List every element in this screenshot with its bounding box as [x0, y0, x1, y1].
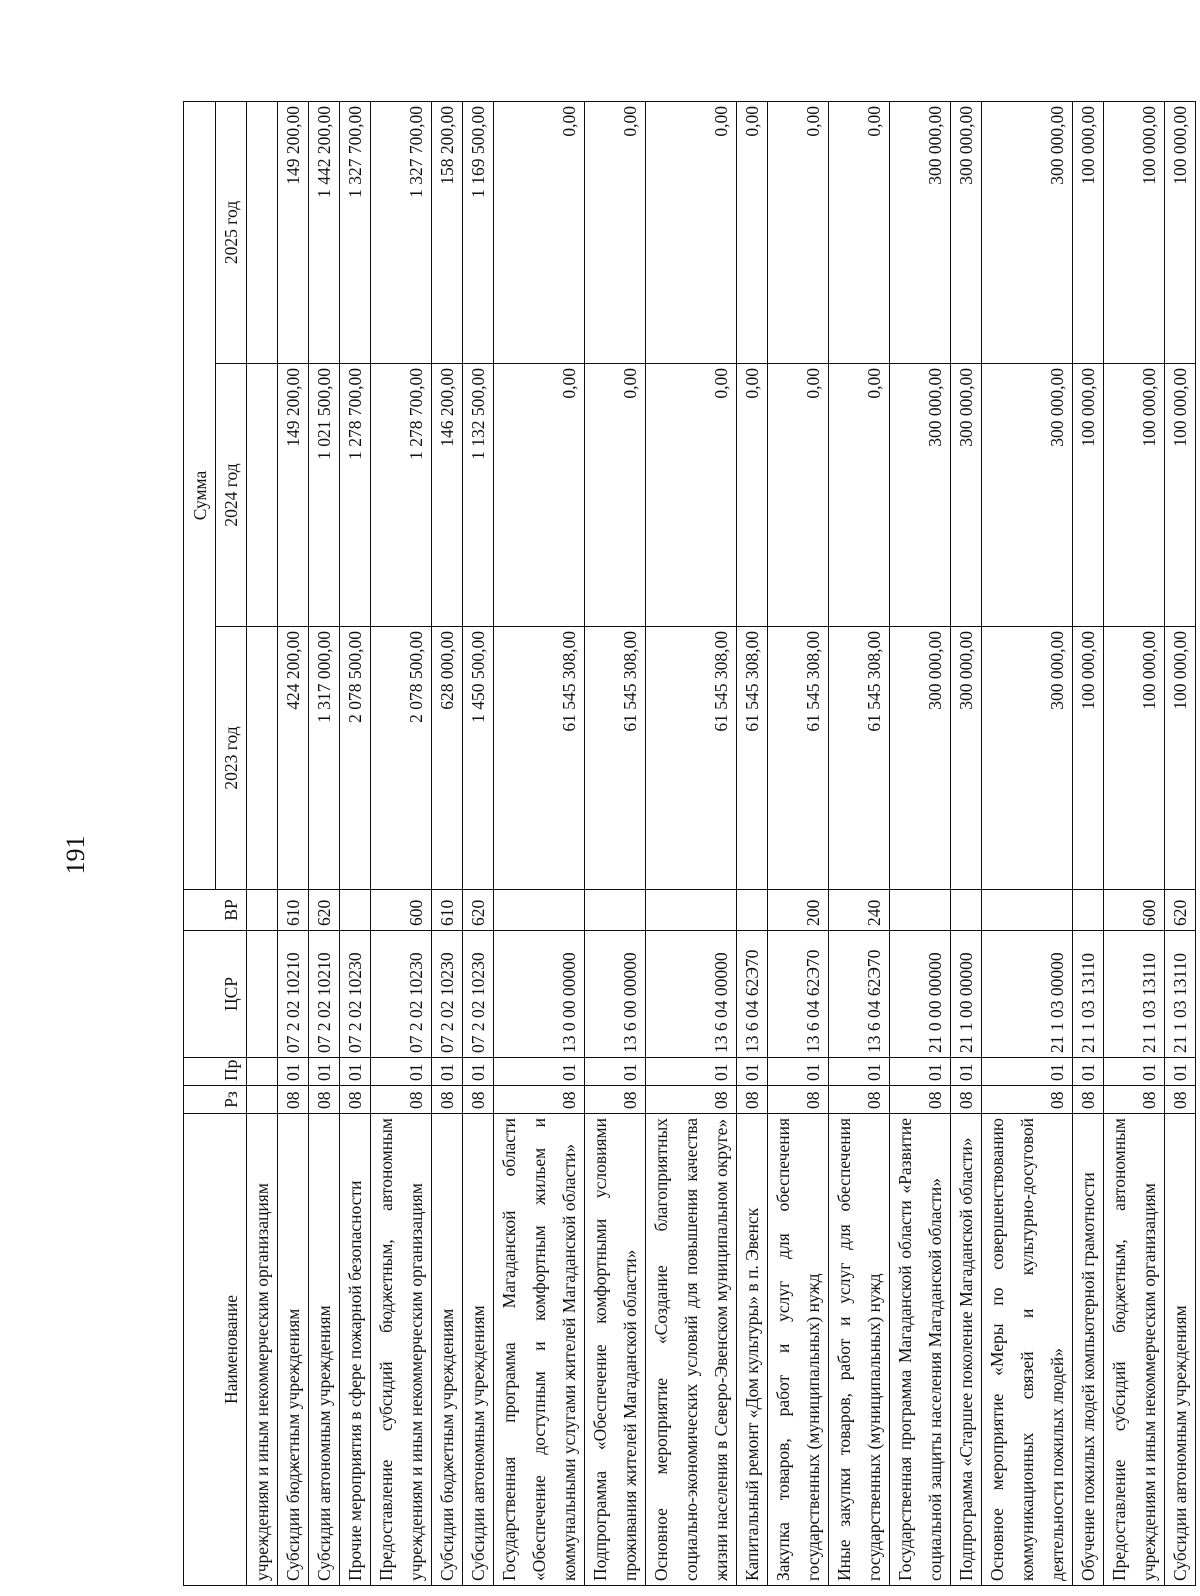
cell-rz: 08 [1073, 1086, 1104, 1114]
cell-name: учреждениям и иным некоммерческим организациям [247, 1114, 278, 1586]
cell-vr [646, 890, 737, 931]
cell-vr: 620 [309, 890, 340, 931]
header-2023: 2023 год [216, 627, 247, 890]
header-pr: Пр [184, 1058, 247, 1086]
cell-rz: 08 [829, 1086, 890, 1114]
cell-vr: 600 [371, 890, 432, 931]
header-name: Наименование [184, 1114, 247, 1586]
cell-csr: 21 1 03 13110 [1104, 931, 1165, 1058]
cell-csr: 13 6 00 00000 [585, 931, 646, 1058]
cell-2024: 100 000,00 [1073, 364, 1104, 627]
cell-csr: 07 2 02 10230 [463, 931, 494, 1058]
cell-pr: 01 [1073, 1058, 1104, 1086]
cell-pr: 01 [982, 1058, 1073, 1086]
cell-2024: 1 278 700,00 [371, 364, 432, 627]
cell-2024: 0,00 [737, 364, 768, 627]
cell-2025: 0,00 [768, 101, 829, 363]
cell-vr [982, 890, 1073, 931]
table-row [982, 101, 1073, 1585]
table-header-row-1 [184, 101, 216, 1585]
cell-csr: 07 2 02 10230 [340, 931, 371, 1058]
table-row [278, 101, 309, 1585]
cell-name: Государственная программа Магаданской области «Обеспечение доступным и комфортным жильем и коммунальными услугами жителей Магаданской области» [494, 1114, 585, 1586]
cell-2024: 0,00 [829, 364, 890, 627]
cell-2025: 0,00 [829, 101, 890, 363]
table-row [340, 101, 371, 1585]
table-row [1165, 101, 1196, 1585]
cell-rz: 08 [585, 1086, 646, 1114]
cell-name: Закупка товаров, работ и услуг для обеспечения государственных (муниципальных) нужд [768, 1114, 829, 1586]
cell-pr: 01 [463, 1058, 494, 1086]
cell-2025: 0,00 [737, 101, 768, 363]
cell-2025: 0,00 [494, 101, 585, 363]
cell-2023: 61 545 308,00 [585, 627, 646, 890]
cell-vr [340, 890, 371, 931]
cell-2024: 300 000,00 [890, 364, 951, 627]
cell-2025: 1 169 500,00 [463, 101, 494, 363]
cell-csr: 13 6 04 62Э70 [768, 931, 829, 1058]
table-row [646, 101, 737, 1585]
table-row [432, 101, 463, 1585]
table-row [737, 101, 768, 1585]
cell-2023: 2 078 500,00 [340, 627, 371, 890]
cell-pr: 01 [371, 1058, 432, 1086]
cell-2024: 100 000,00 [1104, 364, 1165, 627]
cell-name: Государственная программа Магаданской области «Развитие социальной защиты населения Магаданской области» [890, 1114, 951, 1586]
cell-name: Иные закупки товаров, работ и услуг для обеспечения государственных (муниципальных) нужд [829, 1114, 890, 1586]
cell-vr [494, 890, 585, 931]
cell-name: Подпрограмма «Обеспечение комфортными условиями проживания жителей Магаданской области» [585, 1114, 646, 1586]
cell-csr: 21 0 00 00000 [890, 931, 951, 1058]
cell-name: Субсидии автономным учреждениям [1165, 1114, 1196, 1586]
cell-name: Субсидии автономным учреждениям [463, 1114, 494, 1586]
cell-2025: 300 000,00 [890, 101, 951, 363]
cell-name: Капитальный ремонт «Дом культуры» в п. Эвенск [737, 1114, 768, 1586]
table-row [371, 101, 432, 1585]
cell-rz: 08 [1104, 1086, 1165, 1114]
table-row [951, 101, 982, 1585]
table-row [309, 101, 340, 1585]
cell-2024: 0,00 [494, 364, 585, 627]
cell-rz: 08 [1165, 1086, 1196, 1114]
cell-pr: 01 [278, 1058, 309, 1086]
cell-2025: 100 000,00 [1073, 101, 1104, 363]
cell-vr: 610 [278, 890, 309, 931]
cell-csr: 13 0 00 00000 [494, 931, 585, 1058]
cell-2025: 100 000,00 [1165, 101, 1196, 363]
cell-csr: 13 6 04 62Э70 [829, 931, 890, 1058]
header-summa: Сумма [184, 101, 216, 889]
table-row [768, 101, 829, 1585]
cell-rz: 08 [340, 1086, 371, 1114]
cell-rz: 08 [494, 1086, 585, 1114]
cell-rz: 08 [951, 1086, 982, 1114]
cell-rz: 08 [463, 1086, 494, 1114]
cell-rz: 08 [737, 1086, 768, 1114]
cell-name: Субсидии бюджетным учреждениям [432, 1114, 463, 1586]
page-number: 191 [61, 835, 90, 875]
cell-rz: 08 [371, 1086, 432, 1114]
cell-name: Основное мероприятие «Создание благоприятных социально-экономических условий для повышения качества жизни населения в Северо-Эвенском муниципальном округе» [646, 1114, 737, 1586]
cell-2023 [247, 627, 278, 890]
cell-2024: 300 000,00 [982, 364, 1073, 627]
cell-2025: 0,00 [585, 101, 646, 363]
cell-2023: 61 545 308,00 [829, 627, 890, 890]
cell-2023: 628 000,00 [432, 627, 463, 890]
cell-2023: 100 000,00 [1104, 627, 1165, 890]
cell-rz: 08 [646, 1086, 737, 1114]
cell-2024: 0,00 [646, 364, 737, 627]
cell-csr: 21 1 03 13110 [1073, 931, 1104, 1058]
cell-name: Прочие мероприятия в сфере пожарной безопасности [340, 1114, 371, 1586]
cell-pr [247, 1058, 278, 1086]
cell-csr: 07 2 02 10230 [371, 931, 432, 1058]
cell-2025: 149 200,00 [278, 101, 309, 363]
cell-2024: 1 278 700,00 [340, 364, 371, 627]
cell-vr [1073, 890, 1104, 931]
cell-vr [890, 890, 951, 931]
cell-2025 [247, 101, 278, 363]
cell-2023: 100 000,00 [1073, 627, 1104, 890]
cell-2023: 300 000,00 [890, 627, 951, 890]
cell-2024: 0,00 [768, 364, 829, 627]
cell-name: Субсидии бюджетным учреждениям [278, 1114, 309, 1586]
cell-name: Основное мероприятие «Меры по совершенствованию коммуникационных связей и культурно-досуговой деятельности пожилых людей» [982, 1114, 1073, 1586]
cell-2023: 61 545 308,00 [494, 627, 585, 890]
cell-2025: 0,00 [646, 101, 737, 363]
table-row [829, 101, 890, 1585]
cell-pr: 01 [494, 1058, 585, 1086]
cell-name: Предоставление субсидий бюджетным, автономным учреждениям и иным некоммерческим организациям [1104, 1114, 1165, 1586]
cell-vr: 600 [1104, 890, 1165, 931]
cell-vr: 610 [432, 890, 463, 931]
cell-2024: 0,00 [585, 364, 646, 627]
table-row [463, 101, 494, 1585]
cell-csr: 13 6 04 00000 [646, 931, 737, 1058]
table-row [494, 101, 585, 1585]
cell-csr: 21 1 03 13110 [1165, 931, 1196, 1058]
cell-pr: 01 [737, 1058, 768, 1086]
cell-csr: 07 2 02 10210 [309, 931, 340, 1058]
cell-rz: 08 [309, 1086, 340, 1114]
cell-pr: 01 [1104, 1058, 1165, 1086]
cell-vr: 240 [829, 890, 890, 931]
cell-vr: 620 [1165, 890, 1196, 931]
cell-2023: 61 545 308,00 [768, 627, 829, 890]
cell-rz: 08 [890, 1086, 951, 1114]
cell-2023: 300 000,00 [982, 627, 1073, 890]
cell-2024: 146 200,00 [432, 364, 463, 627]
cell-2025: 300 000,00 [951, 101, 982, 363]
cell-rz: 08 [278, 1086, 309, 1114]
cell-csr: 07 2 02 10210 [278, 931, 309, 1058]
cell-2024: 149 200,00 [278, 364, 309, 627]
cell-rz: 08 [432, 1086, 463, 1114]
cell-vr [585, 890, 646, 931]
cell-2025: 300 000,00 [982, 101, 1073, 363]
cell-vr [737, 890, 768, 931]
cell-pr: 01 [768, 1058, 829, 1086]
cell-pr: 01 [309, 1058, 340, 1086]
cell-2024: 100 000,00 [1165, 364, 1196, 627]
cell-pr: 01 [585, 1058, 646, 1086]
header-vr: ВР [184, 890, 247, 931]
cell-pr: 01 [890, 1058, 951, 1086]
cell-name: Обучение пожилых людей компьютерной грамотности [1073, 1114, 1104, 1586]
cell-2023: 100 000,00 [1165, 627, 1196, 890]
header-2025: 2025 год [216, 101, 247, 363]
cell-vr [951, 890, 982, 931]
cell-2025: 1 327 700,00 [371, 101, 432, 363]
table-row [585, 101, 646, 1585]
cell-2025: 1 442 200,00 [309, 101, 340, 363]
cell-csr: 21 1 00 00000 [951, 931, 982, 1058]
header-rz: Рз [184, 1086, 247, 1114]
cell-2023: 2 078 500,00 [371, 627, 432, 890]
cell-2023: 61 545 308,00 [646, 627, 737, 890]
cell-csr: 07 2 02 10230 [432, 931, 463, 1058]
table-row [890, 101, 951, 1585]
cell-name: Субсидии автономным учреждениям [309, 1114, 340, 1586]
cell-name: Предоставление субсидий бюджетным, автономным учреждениям и иным некоммерческим организациям [371, 1114, 432, 1586]
cell-pr: 01 [646, 1058, 737, 1086]
cell-csr: 21 1 03 00000 [982, 931, 1073, 1058]
cell-csr: 13 6 04 62Э70 [737, 931, 768, 1058]
cell-2023: 1 450 500,00 [463, 627, 494, 890]
table-row [1073, 101, 1104, 1585]
cell-pr: 01 [432, 1058, 463, 1086]
cell-rz: 08 [768, 1086, 829, 1114]
cell-pr: 01 [1165, 1058, 1196, 1086]
cell-rz [247, 1086, 278, 1114]
cell-2025: 158 200,00 [432, 101, 463, 363]
cell-csr [247, 931, 278, 1058]
cell-name: Подпрограмма «Старшее поколение Магаданской области» [951, 1114, 982, 1586]
cell-2025: 100 000,00 [1104, 101, 1165, 363]
cell-2023: 1 317 000,00 [309, 627, 340, 890]
rotated-page [183, 102, 1190, 1586]
header-2024: 2024 год [216, 364, 247, 627]
cell-2023: 61 545 308,00 [737, 627, 768, 890]
cell-2024: 300 000,00 [951, 364, 982, 627]
cell-pr: 01 [829, 1058, 890, 1086]
cell-2024: 1 132 500,00 [463, 364, 494, 627]
table-row [247, 101, 278, 1585]
cell-2024: 1 021 500,00 [309, 364, 340, 627]
cell-rz: 08 [982, 1086, 1073, 1114]
cell-2023: 424 200,00 [278, 627, 309, 890]
cell-vr [247, 890, 278, 931]
cell-pr: 01 [951, 1058, 982, 1086]
table-row [1104, 101, 1165, 1585]
header-csr: ЦСР [184, 931, 247, 1058]
cell-vr: 200 [768, 890, 829, 931]
cell-2023: 300 000,00 [951, 627, 982, 890]
budget-table [183, 101, 1196, 1586]
cell-2025: 1 327 700,00 [340, 101, 371, 363]
cell-vr: 620 [463, 890, 494, 931]
cell-pr: 01 [340, 1058, 371, 1086]
table-body [247, 101, 1196, 1585]
cell-2024 [247, 364, 278, 627]
